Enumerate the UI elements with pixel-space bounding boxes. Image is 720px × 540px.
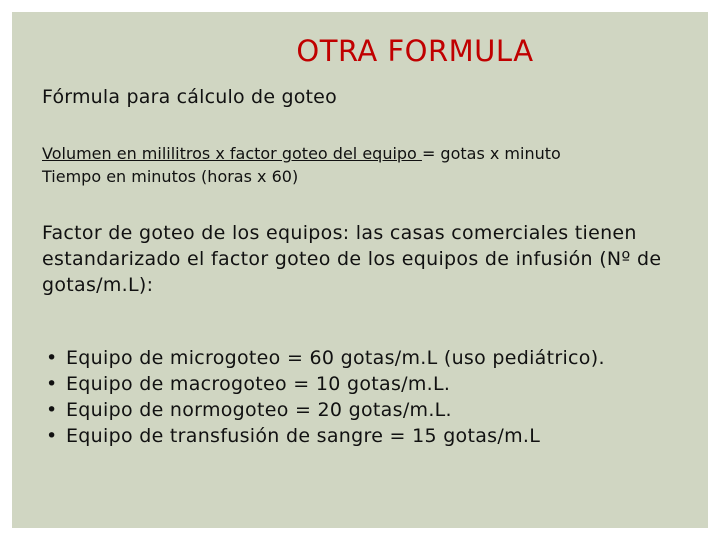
- equipment-list: [46, 345, 605, 449]
- formula-denominator: Tiempo en minutos (horas x 60): [42, 167, 299, 186]
- formula-numerator-line: [42, 142, 561, 165]
- bullet-icon: •: [46, 425, 58, 447]
- list-item-text: Equipo de transfusión de sangre = 15 gotas/m.L: [66, 425, 541, 447]
- drip-factor-paragraph: Factor de goteo de los equipos: las casas comerciales tienen estandarizado el factor goteo de los equipos de infusión (Nº de gotas/m.L):: [42, 222, 662, 296]
- slide: [12, 12, 708, 528]
- bullet-icon: •: [46, 373, 58, 395]
- bullet-icon: •: [46, 399, 58, 421]
- list-item: [46, 397, 605, 423]
- list-item-text: Equipo de microgoteo = 60 gotas/m.L (uso pediátrico).: [66, 347, 605, 369]
- list-item: [46, 371, 605, 397]
- list-item: [46, 345, 605, 371]
- formula-numerator: Volumen en mililitros x factor goteo del equipo: [42, 144, 422, 163]
- formula-result: = gotas x minuto: [421, 144, 561, 163]
- slide-subtitle: Fórmula para cálculo de goteo: [42, 86, 337, 108]
- bullet-icon: •: [46, 347, 58, 369]
- slide-title: OTRA FORMULA: [296, 34, 534, 68]
- list-item: [46, 423, 605, 449]
- list-item-text: Equipo de normogoteo = 20 gotas/m.L.: [66, 399, 452, 421]
- drip-formula: [42, 142, 561, 188]
- list-item-text: Equipo de macrogoteo = 10 gotas/m.L.: [66, 373, 451, 395]
